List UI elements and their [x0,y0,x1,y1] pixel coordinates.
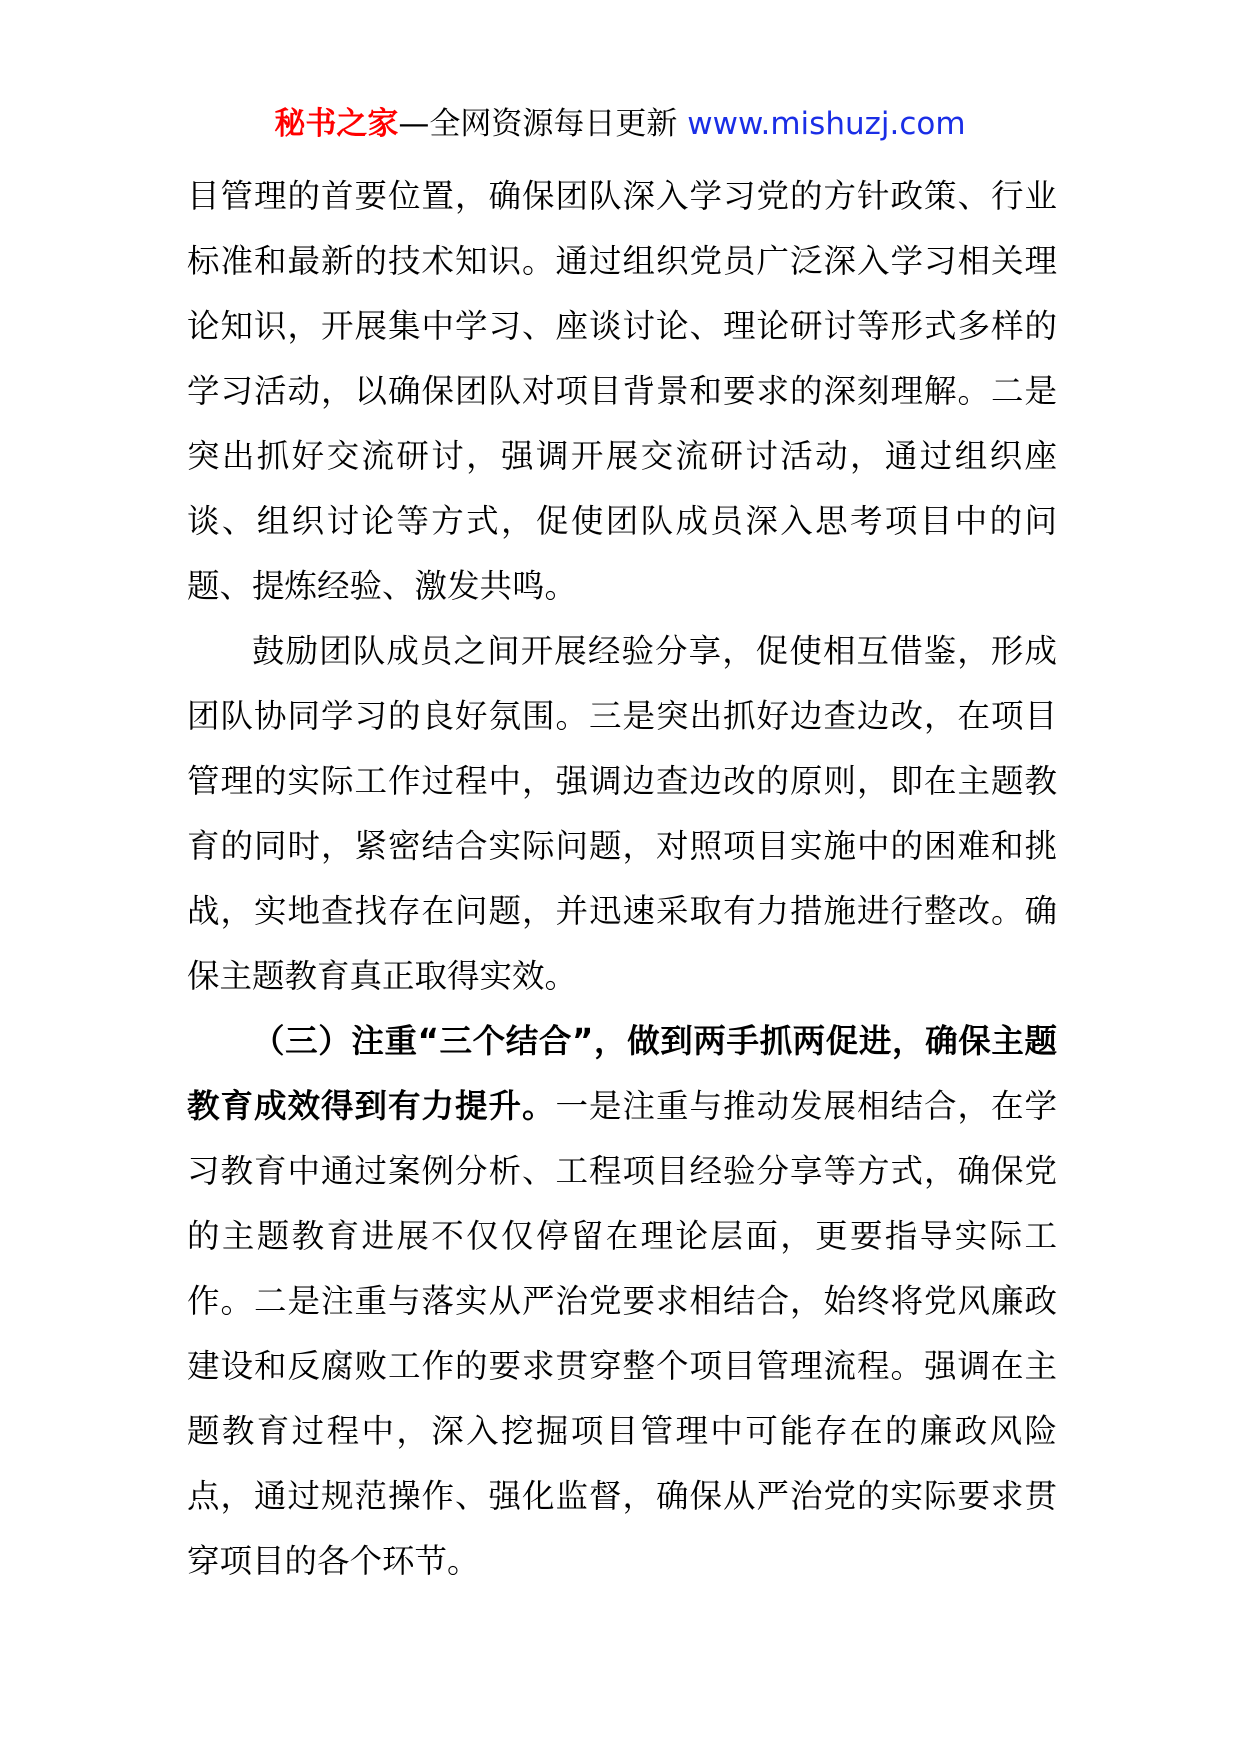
site-url[interactable]: www.mishuzj.com [687,106,966,142]
brand-name: 秘书之家 [274,106,399,142]
paragraph-2: 鼓励团队成员之间开展经验分享，促使相互借鉴，形成团队协同学习的良好氛围。三是突出抓好边查边改，在项目管理的实际工作过程中，强调边查边改的原则，即在主题教育的同时，紧密结合实际问题，对照项目实施中的困难和挑战，实地查找存在问题，并迅速采取有力措施进行整改。确保主题教育真正取得实效。 [187,632,1057,995]
header-tagline: —全网资源每日更新 [398,106,678,142]
section-text: 一是注重与推动发展相结合，在学习教育中通过案例分析、工程项目经验分享等方式，确保党的主题教育进展不仅仅停留在理论层面，更要指导实际工作。二是注重与落实从严治党要求相结合，始终将党风廉政建设和反腐败工作的要求贯穿整个项目管理流程。强调在主题教育过程中，深入挖掘项目管理中可能存在的廉政风险点，通过规范操作、强化监督，确保从严治党的实际要求贯穿项目的各个环节。 [187,1087,1057,1580]
paragraph-3 [187,1009,1057,1594]
section-heading: （三）注重“三个结合”，做到两手抓两促进，确保主题教育成效得到有力提升。 [187,1022,1057,1125]
watermark-header [0,104,1240,144]
paragraph-continued: 目管理的首要位置，确保团队深入学习党的方针政策、行业标准和最新的技术知识。通过组织党员广泛深入学习相关理论知识，开展集中学习、座谈讨论、理论研讨等形式多样的学习活动，以确保团队对项目背景和要求的深刻理解。二是突出抓好交流研讨，强调开展交流研讨活动，通过组织座谈、组织讨论等方式，促使团队成员深入思考项目中的问题、提炼经验、激发共鸣。 [187,177,1057,605]
document-body [187,164,1057,1594]
